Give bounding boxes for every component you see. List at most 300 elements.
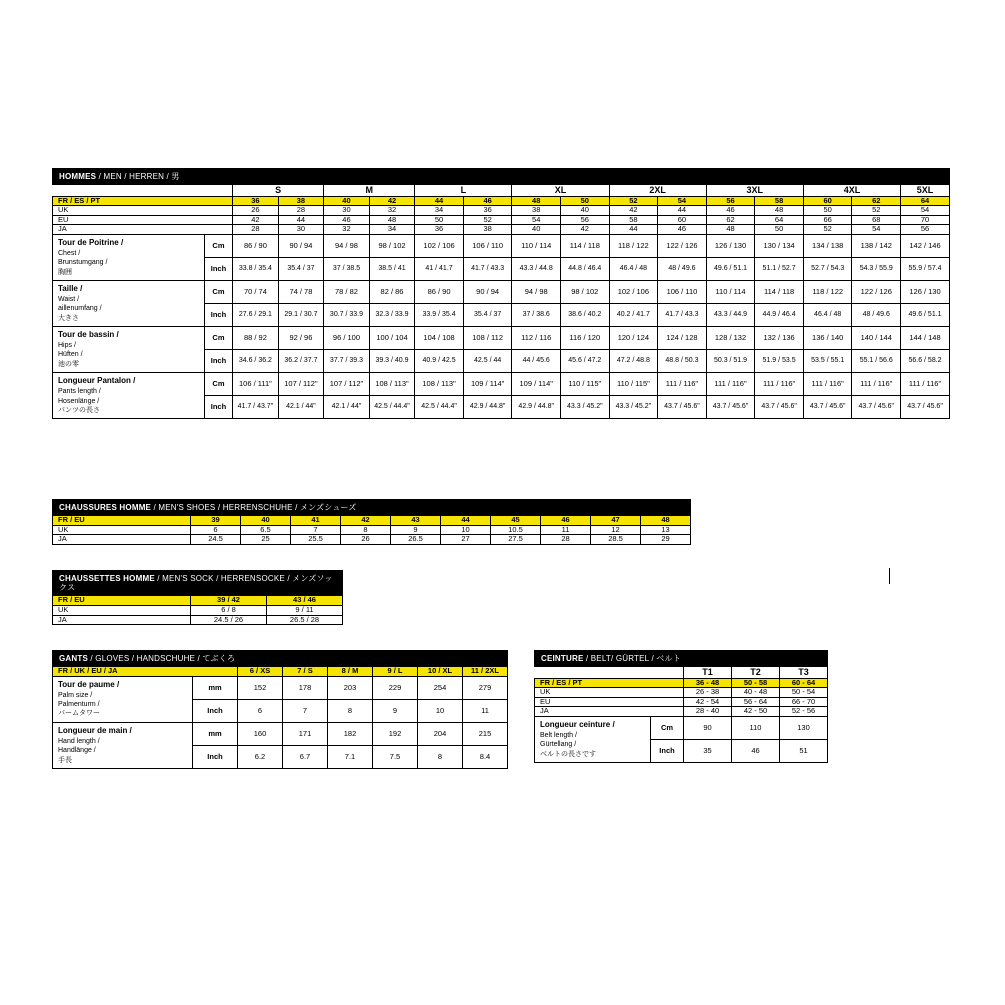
cell: 182 <box>328 722 373 745</box>
cell: 192 <box>373 722 418 745</box>
cell: 94 / 98 <box>512 281 561 304</box>
cell: 118 / 122 <box>609 235 658 258</box>
cell: 42.1 / 44" <box>324 396 370 419</box>
men-group-row <box>53 185 950 196</box>
men-measure-label-chest <box>53 235 205 281</box>
belt-group-t2: T2 <box>732 667 780 678</box>
cell: 38 <box>512 206 561 216</box>
table-row <box>535 707 828 717</box>
cell: 215 <box>463 722 508 745</box>
gloves-table <box>52 650 508 769</box>
cell: 36 <box>233 196 279 206</box>
cell: 122 / 126 <box>658 235 707 258</box>
cell: 52.7 / 54.3 <box>803 258 852 281</box>
gloves-band-row <box>53 651 508 667</box>
cell: 132 / 136 <box>755 327 804 350</box>
cell: 8 <box>328 699 373 722</box>
cell: 6.7 <box>283 745 328 768</box>
mens-socks-table <box>52 570 343 625</box>
belt-table <box>534 650 828 763</box>
cell: 8 <box>341 525 391 535</box>
men-band <box>53 169 950 185</box>
socks-row-label-fr: FR / EU <box>53 596 191 606</box>
cell: 45.6 / 47.2 <box>561 350 610 373</box>
socks-band-row <box>53 571 343 596</box>
cell: 42 <box>609 206 658 216</box>
cell: 50 - 58 <box>732 678 780 688</box>
cell: 38 <box>463 225 512 235</box>
shoes-band-rest: / MEN'S SHOES / HERRENSCHUHE / メンズシューズ <box>151 503 357 512</box>
measure-sub: Pants length / <box>58 388 101 396</box>
cell: 56 <box>901 225 950 235</box>
socks-row-label-uk: UK <box>53 606 191 616</box>
measure-title: Longueur Pantalon / <box>58 376 136 386</box>
cell: 100 / 104 <box>369 327 415 350</box>
cell: 7.5 <box>373 745 418 768</box>
cell: 42.9 / 44.8" <box>463 396 512 419</box>
unit-mm: mm <box>193 722 238 745</box>
cell: 106 / 110 <box>463 235 512 258</box>
measure-title: Tour de Poitrine / <box>58 238 124 248</box>
cell: 42.5 / 44.4" <box>369 396 415 419</box>
cell: 8.4 <box>463 745 508 768</box>
men-group-xl: XL <box>512 185 609 196</box>
cell: 42 - 54 <box>684 697 732 707</box>
cell: 54.3 / 55.9 <box>852 258 901 281</box>
cell: 110 / 114 <box>706 281 755 304</box>
cell: 44.8 / 46.4 <box>561 258 610 281</box>
cell: 43.7 / 45.6" <box>852 396 901 419</box>
cell: 122 / 126 <box>852 281 901 304</box>
cell: 9 <box>391 525 441 535</box>
cell: 9 / 11 <box>267 606 343 616</box>
cell: 130 / 134 <box>755 235 804 258</box>
cell: 46.4 / 48 <box>609 258 658 281</box>
cell: 110 <box>732 717 780 740</box>
cell: 46 <box>541 516 591 526</box>
cell: 34 <box>415 206 464 216</box>
cell: 56.6 / 58.2 <box>901 350 950 373</box>
gloves-band <box>53 651 508 667</box>
measure-sub: 池の零 <box>58 360 79 368</box>
cell: 47 <box>591 516 641 526</box>
cell: 54 <box>901 206 950 216</box>
cell: 44 / 45.6 <box>512 350 561 373</box>
unit-inch: Inch <box>204 304 232 327</box>
men-row-label-fr: FR / ES / PT <box>53 196 233 206</box>
cell: 48 <box>755 206 804 216</box>
men-row-label-ja: JA <box>53 225 233 235</box>
cell: 106 / 110 <box>658 281 707 304</box>
cell: 43.7 / 45.6" <box>803 396 852 419</box>
cell: 86 / 90 <box>415 281 464 304</box>
measure-sub: Hips / <box>58 342 76 350</box>
cell: 37 / 38.5 <box>324 258 370 281</box>
cell: 40 <box>324 196 370 206</box>
cell: 40.9 / 42.5 <box>415 350 464 373</box>
cell: 32 <box>369 206 415 216</box>
cell: 160 <box>238 722 283 745</box>
cell: 46 <box>706 206 755 216</box>
cell: 30.7 / 33.9 <box>324 304 370 327</box>
cell: 107 / 112" <box>278 373 324 396</box>
unit-inch: Inch <box>204 396 232 419</box>
table-row <box>53 281 950 304</box>
cell: 9 / L <box>373 667 418 677</box>
cell: 109 / 114" <box>512 373 561 396</box>
cell: 64 <box>755 215 804 225</box>
page-tick-mark <box>889 568 890 584</box>
cell: 52 - 56 <box>780 707 828 717</box>
cell: 48 <box>706 225 755 235</box>
cell: 46 <box>732 740 780 763</box>
belt-band-row <box>535 651 828 667</box>
table-row <box>535 717 828 740</box>
men-group-5xl: 5XL <box>901 185 950 196</box>
cell: 6.5 <box>241 525 291 535</box>
cell: 48 / 49.6 <box>658 258 707 281</box>
cell: 111 / 116" <box>901 373 950 396</box>
cell: 66 - 70 <box>780 697 828 707</box>
cell: 43.7 / 45.6" <box>755 396 804 419</box>
cell: 43.7 / 45.6" <box>901 396 950 419</box>
cell: 44 <box>278 215 324 225</box>
belt-group-t3: T3 <box>780 667 828 678</box>
measure-sub: Hand length / <box>58 737 100 745</box>
cell: 36 - 48 <box>684 678 732 688</box>
cell: 49.6 / 51.1 <box>901 304 950 327</box>
cell: 36 <box>415 225 464 235</box>
men-row-label-eu: EU <box>53 215 233 225</box>
measure-sub: ベルトの長さです <box>540 750 596 758</box>
cell: 110 / 115" <box>609 373 658 396</box>
cell: 51.1 / 52.7 <box>755 258 804 281</box>
cell: 44 <box>609 225 658 235</box>
socks-band <box>53 571 343 596</box>
belt-group-empty2 <box>651 667 684 678</box>
table-row <box>535 688 828 698</box>
unit-inch: Inch <box>651 740 684 763</box>
cell: 58 <box>609 215 658 225</box>
measure-sub: 胸囲 <box>58 268 72 276</box>
cell: 39.3 / 40.9 <box>369 350 415 373</box>
men-group-4xl: 4XL <box>803 185 900 196</box>
cell: 111 / 116" <box>852 373 901 396</box>
cell: 110 / 115" <box>561 373 610 396</box>
cell: 178 <box>283 676 328 699</box>
cell: 48 <box>369 215 415 225</box>
cell: 35 <box>684 740 732 763</box>
unit-cm: Cm <box>651 717 684 740</box>
cell: 9 <box>373 699 418 722</box>
cell: 38 <box>278 196 324 206</box>
cell: 10.5 <box>491 525 541 535</box>
cell: 28 <box>233 225 279 235</box>
cell: 108 / 112 <box>463 327 512 350</box>
table-row <box>535 697 828 707</box>
measure-sub: Palmenturm / <box>58 701 100 709</box>
gloves-measure-label-palm <box>53 676 193 722</box>
table-row <box>53 327 950 350</box>
measure-title: Longueur de main / <box>58 725 132 735</box>
shoes-row-label-ja: JA <box>53 535 191 545</box>
unit-mm: mm <box>193 676 238 699</box>
measure-title: Tour de paume / <box>58 679 120 689</box>
cell: 204 <box>418 722 463 745</box>
cell: 124 / 128 <box>658 327 707 350</box>
measure-sub: aillenumfang / <box>58 305 102 313</box>
cell: 28 - 40 <box>684 707 732 717</box>
cell: 6 / XS <box>238 667 283 677</box>
unit-inch: Inch <box>193 745 238 768</box>
cell: 47.2 / 48.8 <box>609 350 658 373</box>
cell: 11 <box>463 699 508 722</box>
cell: 66 <box>803 215 852 225</box>
cell: 36.2 / 37.7 <box>278 350 324 373</box>
cell: 48.8 / 50.3 <box>658 350 707 373</box>
cell: 94 / 98 <box>324 235 370 258</box>
cell: 7.1 <box>328 745 373 768</box>
cell: 82 / 86 <box>369 281 415 304</box>
cell: 54 <box>852 225 901 235</box>
cell: 38.5 / 41 <box>369 258 415 281</box>
cell: 39 / 42 <box>191 596 267 606</box>
cell: 62 <box>852 196 901 206</box>
measure-sub: パームタワー <box>58 710 100 718</box>
cell: 102 / 106 <box>609 281 658 304</box>
cell: 40 <box>512 225 561 235</box>
cell: 38.6 / 40.2 <box>561 304 610 327</box>
cell: 116 / 120 <box>561 327 610 350</box>
men-group-empty <box>53 185 205 196</box>
men-measure-label-pants <box>53 373 205 419</box>
table-row <box>53 615 343 625</box>
cell: 28.5 <box>591 535 641 545</box>
cell: 108 / 113" <box>369 373 415 396</box>
cell: 37.7 / 39.3 <box>324 350 370 373</box>
cell: 12 <box>591 525 641 535</box>
unit-cm: Cm <box>204 327 232 350</box>
cell: 111 / 116" <box>658 373 707 396</box>
cell: 78 / 82 <box>324 281 370 304</box>
cell: 43 / 46 <box>267 596 343 606</box>
cell: 40 <box>241 516 291 526</box>
measure-sub: Hüften / <box>58 351 83 359</box>
measure-sub: Handlänge / <box>58 747 96 755</box>
unit-cm: Cm <box>204 235 232 258</box>
cell: 39 <box>191 516 241 526</box>
unit-inch: Inch <box>204 258 232 281</box>
cell: 203 <box>328 676 373 699</box>
cell: 118 / 122 <box>803 281 852 304</box>
socks-band-rest: / MEN'S SOCK / HERRENSOCKE / メンズソックス <box>59 574 333 593</box>
men-group-empty2 <box>204 185 232 196</box>
men-band-row <box>53 169 950 185</box>
table-row <box>53 225 950 235</box>
cell: 50 <box>803 206 852 216</box>
cell: 58 <box>755 196 804 206</box>
cell: 50 <box>755 225 804 235</box>
cell: 138 / 142 <box>852 235 901 258</box>
cell: 28 <box>278 206 324 216</box>
cell: 86 / 90 <box>233 235 279 258</box>
cell: 120 / 124 <box>609 327 658 350</box>
cell: 112 / 116 <box>512 327 561 350</box>
men-band-bold: HOMMES <box>59 172 97 181</box>
cell: 44 <box>415 196 464 206</box>
cell: 130 <box>780 717 828 740</box>
table-row <box>53 667 508 677</box>
table-row <box>53 606 343 616</box>
cell: 152 <box>238 676 283 699</box>
measure-sub: Belt length / <box>540 731 577 739</box>
cell: 42.9 / 44.8" <box>512 396 561 419</box>
cell: 25 <box>241 535 291 545</box>
men-group-3xl: 3XL <box>706 185 803 196</box>
men-group-l: L <box>415 185 512 196</box>
cell: 26.5 <box>391 535 441 545</box>
measure-sub: パンツの長さ <box>58 407 100 415</box>
cell: 229 <box>373 676 418 699</box>
cell: 52 <box>803 225 852 235</box>
unit-inch: Inch <box>193 699 238 722</box>
table-row <box>53 373 950 396</box>
cell: 40 <box>561 206 610 216</box>
cell: 54 <box>658 196 707 206</box>
cell: 33.8 / 35.4 <box>233 258 279 281</box>
cell: 62 <box>706 215 755 225</box>
cell: 41.7 / 43.3 <box>463 258 512 281</box>
measure-sub: 大きさ <box>58 314 79 322</box>
unit-inch: Inch <box>204 350 232 373</box>
cell: 43.7 / 45.6" <box>658 396 707 419</box>
cell: 56 <box>561 215 610 225</box>
cell: 171 <box>283 722 328 745</box>
cell: 60 - 64 <box>780 678 828 688</box>
shoes-band-row <box>53 500 691 516</box>
cell: 60 <box>658 215 707 225</box>
table-row <box>53 235 950 258</box>
cell: 41.7 / 43.7" <box>233 396 279 419</box>
cell: 60 <box>803 196 852 206</box>
belt-band <box>535 651 828 667</box>
belt-measure-label-length <box>535 717 651 763</box>
belt-row-label-eu: EU <box>535 697 684 707</box>
cell: 128 / 132 <box>706 327 755 350</box>
belt-group-row <box>535 667 828 678</box>
cell: 27.6 / 29.1 <box>233 304 279 327</box>
cell: 42 <box>561 225 610 235</box>
cell: 98 / 102 <box>369 235 415 258</box>
cell: 6.2 <box>238 745 283 768</box>
cell: 111 / 116" <box>706 373 755 396</box>
table-row <box>53 676 508 699</box>
gloves-band-bold: GANTS <box>59 654 88 663</box>
cell: 41.7 / 43.3 <box>658 304 707 327</box>
cell: 30 <box>278 225 324 235</box>
cell: 114 / 118 <box>561 235 610 258</box>
cell: 109 / 114" <box>463 373 512 396</box>
measure-title: Taille / <box>58 284 83 294</box>
gloves-block <box>52 650 505 769</box>
cell: 70 <box>901 215 950 225</box>
men-measure-label-waist <box>53 281 205 327</box>
cell: 104 / 108 <box>415 327 464 350</box>
cell: 52 <box>852 206 901 216</box>
cell: 42 <box>341 516 391 526</box>
cell: 8 <box>418 745 463 768</box>
socks-band-bold: CHAUSSETTES HOMME <box>59 574 155 583</box>
cell: 55.9 / 57.4 <box>901 258 950 281</box>
men-row-label-uk: UK <box>53 206 233 216</box>
belt-block <box>534 650 827 763</box>
table-row <box>535 678 828 688</box>
belt-group-t1: T1 <box>684 667 732 678</box>
cell: 68 <box>852 215 901 225</box>
belt-row-label-ja: JA <box>535 707 684 717</box>
measure-sub: Palm size / <box>58 691 93 699</box>
cell: 46 <box>658 225 707 235</box>
cell: 26 <box>341 535 391 545</box>
cell: 13 <box>641 525 691 535</box>
cell: 142 / 146 <box>901 235 950 258</box>
cell: 49.6 / 51.1 <box>706 258 755 281</box>
cell: 48 <box>512 196 561 206</box>
cell: 35.4 / 37 <box>463 304 512 327</box>
cell: 90 <box>684 717 732 740</box>
cell: 43.3 / 45.2" <box>561 396 610 419</box>
cell: 50.3 / 51.9 <box>706 350 755 373</box>
cell: 35.4 / 37 <box>278 258 324 281</box>
cell: 74 / 78 <box>278 281 324 304</box>
table-row <box>53 215 950 225</box>
cell: 254 <box>418 676 463 699</box>
measure-title: Tour de bassin / <box>58 330 119 340</box>
cell: 55.1 / 56.6 <box>852 350 901 373</box>
cell: 24.5 / 26 <box>191 615 267 625</box>
table-row <box>53 722 508 745</box>
men-size-table <box>52 168 950 419</box>
table-row <box>53 516 691 526</box>
unit-cm: Cm <box>204 373 232 396</box>
cell: 111 / 116" <box>803 373 852 396</box>
table-row <box>53 206 950 216</box>
cell: 30 <box>324 206 370 216</box>
cell: 44 <box>441 516 491 526</box>
cell: 33.9 / 35.4 <box>415 304 464 327</box>
cell: 44.9 / 46.4 <box>755 304 804 327</box>
cell: 46 <box>463 196 512 206</box>
measure-sub: 手長 <box>58 756 72 764</box>
cell: 51 <box>780 740 828 763</box>
cell: 46 <box>324 215 370 225</box>
cell: 11 <box>541 525 591 535</box>
cell: 34.6 / 36.2 <box>233 350 279 373</box>
cell: 10 <box>441 525 491 535</box>
cell: 42.1 / 44" <box>278 396 324 419</box>
gloves-band-rest: / GLOVES / HANDSCHUHE / てぶくろ <box>88 654 236 663</box>
cell: 37 / 38.6 <box>512 304 561 327</box>
cell: 51.9 / 53.5 <box>755 350 804 373</box>
measure-sub: Gürtellang / <box>540 741 577 749</box>
men-band-rest: / MEN / HERREN / 男 <box>96 172 180 181</box>
cell: 6 <box>191 525 241 535</box>
cell: 6 <box>238 699 283 722</box>
cell: 52 <box>609 196 658 206</box>
cell: 45 <box>491 516 541 526</box>
cell: 10 / XL <box>418 667 463 677</box>
cell: 27.5 <box>491 535 541 545</box>
